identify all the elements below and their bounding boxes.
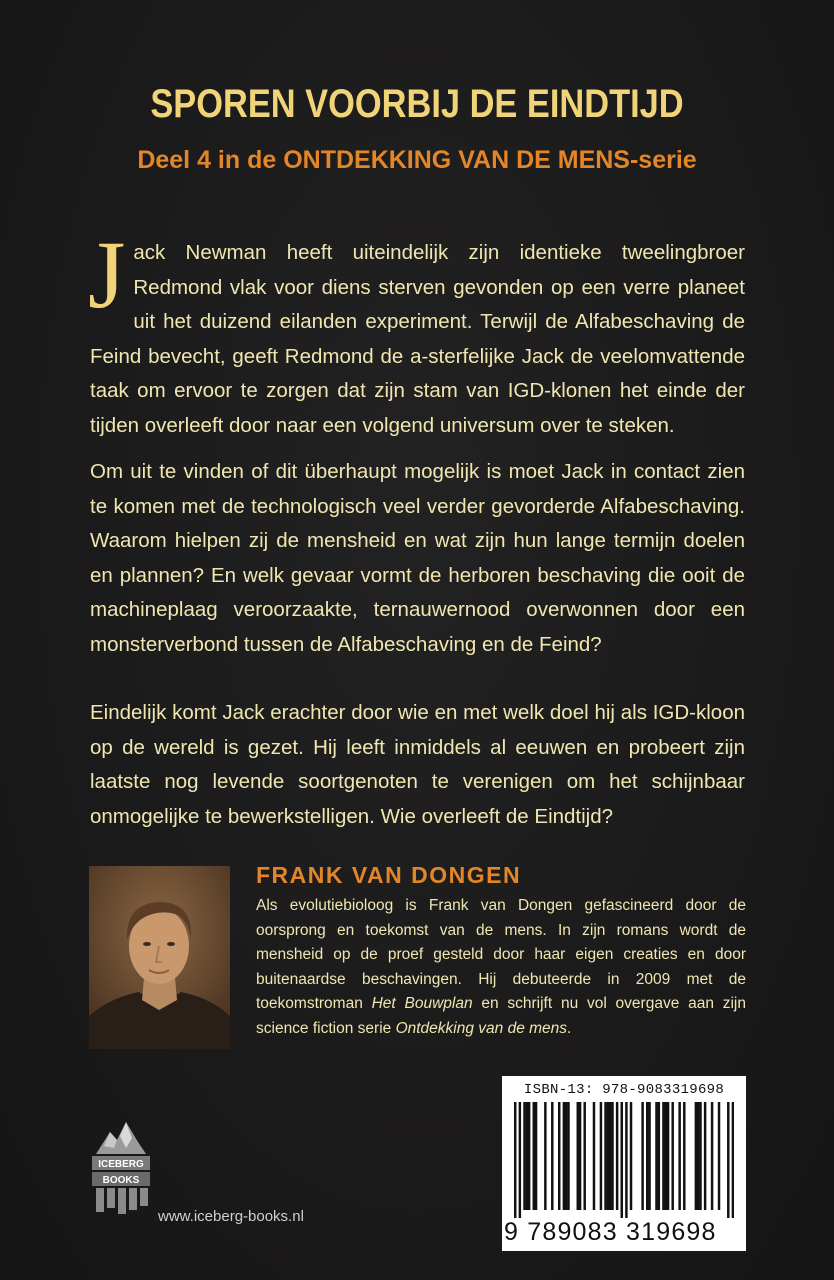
barcode-bar — [616, 1102, 618, 1210]
barcode-digits: 9 789083 319698 — [504, 1218, 717, 1246]
publisher-logo — [90, 1118, 152, 1214]
barcode-bar — [655, 1102, 657, 1210]
bio-series-title: Ontdekking van de mens — [395, 1019, 568, 1037]
barcode-bar — [533, 1102, 535, 1210]
barcode-bar — [697, 1102, 699, 1210]
blurb-paragraph-2: Om uit te vinden of dit überhaupt mogelijk is moet Jack in contact zien te komen met de technologisch veel verder gevorderde Alfabeschaving. Waarom hielpen zij de mensheid en wat zijn hun lange termijn doelen en plannen? En welk gevaar vormt de herboren beschaving die ooit de machineplaag veroorzaakte, ternauwernood overwonnen door een monsterverbond tussen de Alfabeschaving en de Feind? — [90, 460, 745, 656]
iceberg-logo-icon — [90, 1118, 152, 1214]
book-title: SPOREN VOORBIJ DE EINDTIJD — [150, 82, 684, 126]
barcode-bar — [535, 1102, 537, 1210]
barcode-bar — [528, 1102, 530, 1210]
author-portrait-illustration — [89, 866, 230, 1049]
barcode-bar — [526, 1102, 528, 1210]
series-subtitle: Deel 4 in de ONTDEKKING VAN DE MENS-serie — [137, 146, 697, 174]
blurb-paragraph-3: Eindelijk komt Jack erachter door wie en met welk doel hij als IGD-kloon op de wereld is gezet. Hij leeft inmiddels al eeuwen en probeert zijn laatste nog levende soortgenoten te verenigen om het schijnbaar onmogelijke te bewerkstelligen. Wie overleeft de Eindtijd? — [90, 701, 745, 828]
barcode-bar — [514, 1102, 516, 1218]
barcode-bar — [727, 1102, 729, 1218]
barcode-bar — [609, 1102, 611, 1210]
barcode-bar — [558, 1102, 560, 1210]
publisher-url[interactable]: www.iceberg-books.nl — [158, 1208, 304, 1225]
barcode-bar — [671, 1102, 673, 1210]
barcode-bar — [544, 1102, 546, 1210]
bio-book-title: Het Bouwplan — [371, 995, 473, 1012]
barcode-bar — [711, 1102, 713, 1210]
barcode-bar — [662, 1102, 664, 1210]
barcode-bar — [600, 1102, 602, 1210]
barcode-bar — [611, 1102, 613, 1210]
barcode-bar — [593, 1102, 595, 1210]
barcode-bar — [523, 1102, 525, 1210]
barcode-bar — [583, 1102, 585, 1210]
barcode-bar — [621, 1102, 623, 1218]
isbn-barcode — [502, 1076, 746, 1251]
barcode-bar — [630, 1102, 632, 1210]
author-name: FRANK VAN DONGEN — [256, 862, 522, 888]
author-bio — [256, 894, 746, 1041]
barcode-bar — [607, 1102, 609, 1210]
barcode-bar — [519, 1102, 521, 1218]
bio-text-end: . — [567, 1019, 572, 1037]
bio-text-2: en schrijft nu vol overgave aan zijn science fiction serie — [256, 995, 746, 1037]
barcode-bar — [551, 1102, 553, 1210]
barcode-bar — [641, 1102, 643, 1210]
barcode-bar — [658, 1102, 660, 1210]
barcode-bar — [665, 1102, 667, 1210]
barcode-bar — [695, 1102, 697, 1210]
blurb-paragraph-1 — [88, 221, 745, 443]
barcode-bar — [604, 1102, 606, 1210]
barcode-bar — [625, 1102, 627, 1218]
drop-cap: J — [88, 221, 126, 328]
barcode-bar — [579, 1102, 581, 1210]
barcode-bar — [732, 1102, 734, 1218]
barcode-bar — [565, 1102, 567, 1210]
author-photo — [89, 866, 230, 1049]
barcode-bar — [646, 1102, 648, 1210]
logo-text-top: ICEBERG — [98, 1159, 144, 1170]
barcode-bars — [514, 1102, 734, 1218]
barcode-bar — [648, 1102, 650, 1210]
logo-text-bottom: BOOKS — [102, 1175, 140, 1186]
barcode-bar — [563, 1102, 565, 1210]
barcode-bar — [667, 1102, 669, 1210]
barcode-bar — [699, 1102, 701, 1210]
barcode-bar — [718, 1102, 720, 1210]
bio-text: Als evolutiebioloog is Frank van Dongen gefascineerd door de oorsprong en toekomst van de mens. In zijn romans wordt de mensheid op de proef gesteld door haar eigen creaties en door buitenaardse beschavingen. Hij debuteerde in 2009 met de toekomstroman — [256, 897, 746, 1012]
barcode-bar — [567, 1102, 569, 1210]
blurb-paragraph-1-text: ack Newman heeft uiteindelijk zijn identieke tweelingbroer Redmond vlak voor diens sterven gevonden op een verre planeet uit het duizend eilanden experiment. Terwijl de Alfabeschaving de Feind bevecht, geeft Redmond de a-sterfelijke Jack de veelomvattende taak om ervoor te zorgen dat zijn stam van IGD-klonen het einde der tijden overleeft door naar een volgend universum over te steken. — [90, 241, 745, 437]
barcode-bar — [678, 1102, 680, 1210]
isbn-label: ISBN-13: 978-9083319698 — [523, 1082, 725, 1098]
barcode-bar — [577, 1102, 579, 1210]
barcode-bar — [704, 1102, 706, 1210]
barcode-bar — [683, 1102, 685, 1210]
